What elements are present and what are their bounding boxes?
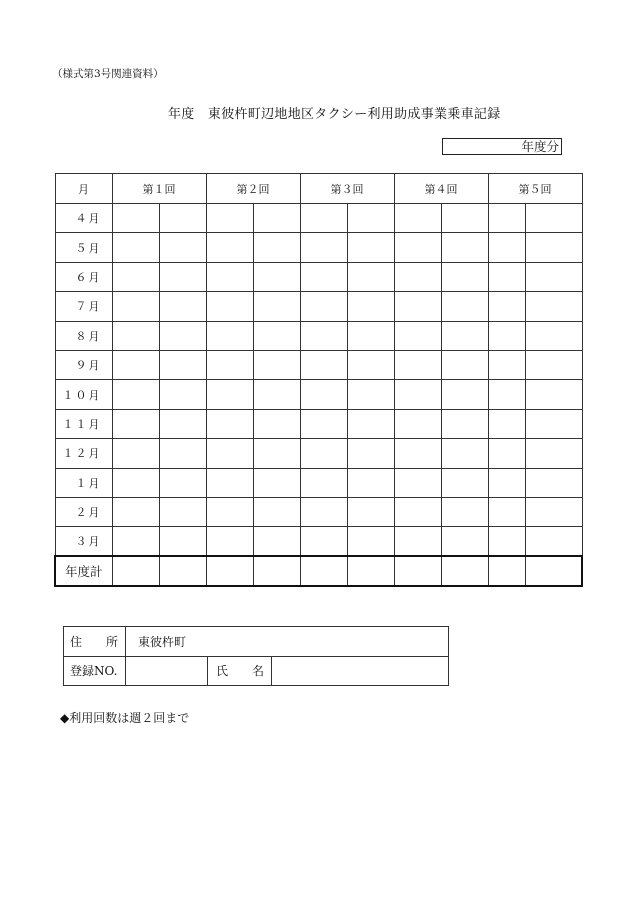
ride-entry-cell[interactable] bbox=[488, 468, 526, 497]
table-row bbox=[55, 527, 582, 556]
ride-entry-cell[interactable] bbox=[394, 262, 441, 291]
ride-entry-cell[interactable] bbox=[253, 497, 300, 526]
month-label: ５月 bbox=[55, 233, 112, 262]
table-row bbox=[55, 292, 582, 321]
ride-entry-cell[interactable] bbox=[441, 262, 488, 291]
ride-entry-cell[interactable] bbox=[441, 380, 488, 409]
ride-entry-cell[interactable] bbox=[441, 439, 488, 468]
ride-entry-cell[interactable] bbox=[394, 233, 441, 262]
ride-entry-cell[interactable] bbox=[488, 497, 526, 526]
ride-entry-cell[interactable] bbox=[112, 497, 159, 526]
ride-entry-cell[interactable] bbox=[206, 204, 253, 233]
ride-entry-cell[interactable] bbox=[526, 409, 582, 438]
ride-record-table bbox=[54, 173, 583, 587]
table-row bbox=[55, 439, 582, 468]
table-row bbox=[55, 204, 582, 233]
name-field[interactable] bbox=[272, 656, 449, 686]
total-entry-cell[interactable] bbox=[159, 556, 206, 586]
ride-entry-cell[interactable] bbox=[300, 439, 347, 468]
ride-entry-cell[interactable] bbox=[253, 233, 300, 262]
ride-entry-cell[interactable] bbox=[112, 204, 159, 233]
month-label: ８月 bbox=[55, 321, 112, 350]
ride-entry-cell[interactable] bbox=[488, 292, 526, 321]
usage-limit-note: ◆利用回数は週２回まで bbox=[60, 711, 190, 725]
ride-entry-cell[interactable] bbox=[394, 409, 441, 438]
ride-entry-cell[interactable] bbox=[441, 233, 488, 262]
ride-entry-cell[interactable] bbox=[253, 468, 300, 497]
ride-entry-cell[interactable] bbox=[441, 409, 488, 438]
round-header: 第２回 bbox=[206, 174, 300, 204]
ride-entry-cell[interactable] bbox=[206, 262, 253, 291]
registrant-info-table bbox=[63, 626, 449, 686]
annual-total-label: 年度計 bbox=[55, 556, 112, 586]
form-title: 年度 東彼杵町辺地地区タクシー利用助成事業乗車記録 bbox=[168, 107, 501, 122]
ride-entry-cell[interactable] bbox=[112, 233, 159, 262]
ride-entry-cell[interactable] bbox=[112, 409, 159, 438]
ride-table-body bbox=[55, 204, 582, 587]
ride-entry-cell[interactable] bbox=[253, 380, 300, 409]
ride-entry-cell[interactable] bbox=[347, 233, 394, 262]
ride-entry-cell[interactable] bbox=[441, 204, 488, 233]
table-row bbox=[55, 497, 582, 526]
table-row bbox=[55, 380, 582, 409]
ride-entry-cell[interactable] bbox=[347, 321, 394, 350]
ride-entry-cell[interactable] bbox=[394, 468, 441, 497]
ride-entry-cell[interactable] bbox=[394, 204, 441, 233]
ride-entry-cell[interactable] bbox=[526, 380, 582, 409]
month-label: １２月 bbox=[55, 439, 112, 468]
ride-entry-cell[interactable] bbox=[206, 497, 253, 526]
ride-entry-cell[interactable] bbox=[488, 409, 526, 438]
ride-entry-cell[interactable] bbox=[206, 527, 253, 556]
ride-entry-cell[interactable] bbox=[300, 321, 347, 350]
month-label: １１月 bbox=[55, 409, 112, 438]
ride-entry-cell[interactable] bbox=[526, 350, 582, 379]
ride-entry-cell[interactable] bbox=[300, 350, 347, 379]
ride-entry-cell[interactable] bbox=[253, 439, 300, 468]
table-row bbox=[55, 468, 582, 497]
round-header: 第５回 bbox=[488, 174, 582, 204]
ride-entry-cell[interactable] bbox=[206, 321, 253, 350]
total-entry-cell[interactable] bbox=[206, 556, 253, 586]
ride-entry-cell[interactable] bbox=[206, 468, 253, 497]
reference-note: （様式第3号関連資料） bbox=[52, 68, 164, 80]
ride-entry-cell[interactable] bbox=[441, 292, 488, 321]
ride-entry-cell[interactable] bbox=[300, 262, 347, 291]
ride-entry-cell[interactable] bbox=[159, 262, 206, 291]
ride-entry-cell[interactable] bbox=[112, 350, 159, 379]
ride-entry-cell[interactable] bbox=[300, 380, 347, 409]
ride-entry-cell[interactable] bbox=[488, 527, 526, 556]
ride-entry-cell[interactable] bbox=[112, 262, 159, 291]
ride-entry-cell[interactable] bbox=[394, 497, 441, 526]
ride-entry-cell[interactable] bbox=[159, 468, 206, 497]
ride-entry-cell[interactable] bbox=[347, 292, 394, 321]
ride-entry-cell[interactable] bbox=[526, 233, 582, 262]
ride-entry-cell[interactable] bbox=[159, 380, 206, 409]
ride-entry-cell[interactable] bbox=[112, 468, 159, 497]
ride-entry-cell[interactable] bbox=[300, 204, 347, 233]
ride-entry-cell[interactable] bbox=[394, 380, 441, 409]
ride-entry-cell[interactable] bbox=[347, 262, 394, 291]
ride-entry-cell[interactable] bbox=[159, 204, 206, 233]
registration-row bbox=[64, 656, 449, 686]
ride-entry-cell[interactable] bbox=[206, 439, 253, 468]
month-label: ４月 bbox=[55, 204, 112, 233]
ride-entry-cell[interactable] bbox=[206, 380, 253, 409]
ride-entry-cell[interactable] bbox=[488, 439, 526, 468]
ride-entry-cell[interactable] bbox=[159, 439, 206, 468]
total-entry-cell[interactable] bbox=[394, 556, 441, 586]
ride-entry-cell[interactable] bbox=[441, 497, 488, 526]
address-row bbox=[64, 627, 449, 657]
ride-entry-cell[interactable] bbox=[159, 409, 206, 438]
ride-entry-cell[interactable] bbox=[526, 262, 582, 291]
ride-entry-cell[interactable] bbox=[253, 409, 300, 438]
ride-entry-cell[interactable] bbox=[112, 292, 159, 321]
ride-entry-cell[interactable] bbox=[253, 527, 300, 556]
ride-entry-cell[interactable] bbox=[253, 350, 300, 379]
ride-entry-cell[interactable] bbox=[441, 350, 488, 379]
ride-entry-cell[interactable] bbox=[526, 321, 582, 350]
month-label: ２月 bbox=[55, 497, 112, 526]
ride-entry-cell[interactable] bbox=[159, 497, 206, 526]
ride-entry-cell[interactable] bbox=[159, 233, 206, 262]
ride-entry-cell[interactable] bbox=[112, 439, 159, 468]
ride-entry-cell[interactable] bbox=[300, 292, 347, 321]
ride-entry-cell[interactable] bbox=[526, 292, 582, 321]
total-entry-cell[interactable] bbox=[112, 556, 159, 586]
ride-entry-cell[interactable] bbox=[159, 321, 206, 350]
ride-entry-cell[interactable] bbox=[112, 321, 159, 350]
ride-entry-cell[interactable] bbox=[159, 527, 206, 556]
ride-entry-cell[interactable] bbox=[253, 321, 300, 350]
ride-entry-cell[interactable] bbox=[347, 204, 394, 233]
ride-entry-cell[interactable] bbox=[300, 233, 347, 262]
ride-entry-cell[interactable] bbox=[526, 439, 582, 468]
round-header: 第３回 bbox=[300, 174, 394, 204]
ride-entry-cell[interactable] bbox=[526, 527, 582, 556]
ride-entry-cell[interactable] bbox=[347, 439, 394, 468]
ride-entry-cell[interactable] bbox=[394, 527, 441, 556]
ride-entry-cell[interactable] bbox=[441, 321, 488, 350]
ride-entry-cell[interactable] bbox=[526, 204, 582, 233]
ride-entry-cell[interactable] bbox=[488, 204, 526, 233]
round-header: 第１回 bbox=[112, 174, 206, 204]
month-label: ６月 bbox=[55, 262, 112, 291]
ride-entry-cell[interactable] bbox=[394, 292, 441, 321]
table-row bbox=[55, 409, 582, 438]
total-entry-cell[interactable] bbox=[253, 556, 300, 586]
ride-entry-cell[interactable] bbox=[394, 439, 441, 468]
ride-entry-cell[interactable] bbox=[206, 350, 253, 379]
table-row bbox=[55, 233, 582, 262]
month-label: ７月 bbox=[55, 292, 112, 321]
address-label: 住 所 bbox=[64, 627, 126, 657]
ride-entry-cell[interactable] bbox=[206, 409, 253, 438]
ride-entry-cell[interactable] bbox=[488, 321, 526, 350]
annual-total-row bbox=[55, 556, 582, 586]
ride-entry-cell[interactable] bbox=[206, 233, 253, 262]
month-label: ３月 bbox=[55, 527, 112, 556]
ride-entry-cell[interactable] bbox=[112, 527, 159, 556]
registration-number-field[interactable] bbox=[126, 656, 208, 686]
ride-entry-cell[interactable] bbox=[347, 497, 394, 526]
ride-entry-cell[interactable] bbox=[253, 262, 300, 291]
ride-entry-cell[interactable] bbox=[253, 204, 300, 233]
total-entry-cell[interactable] bbox=[441, 556, 488, 586]
ride-entry-cell[interactable] bbox=[526, 497, 582, 526]
table-row bbox=[55, 350, 582, 379]
ride-entry-cell[interactable] bbox=[300, 497, 347, 526]
ride-entry-cell[interactable] bbox=[394, 321, 441, 350]
total-entry-cell[interactable] bbox=[347, 556, 394, 586]
ride-entry-cell[interactable] bbox=[300, 409, 347, 438]
total-entry-cell[interactable] bbox=[488, 556, 526, 586]
ride-entry-cell[interactable] bbox=[488, 233, 526, 262]
month-label: ９月 bbox=[55, 350, 112, 379]
ride-entry-cell[interactable] bbox=[300, 527, 347, 556]
ride-entry-cell[interactable] bbox=[347, 380, 394, 409]
ride-entry-cell[interactable] bbox=[441, 527, 488, 556]
name-label: 氏 名 bbox=[208, 656, 272, 686]
ride-entry-cell[interactable] bbox=[347, 468, 394, 497]
ride-entry-cell[interactable] bbox=[253, 292, 300, 321]
ride-entry-cell[interactable] bbox=[347, 350, 394, 379]
table-row bbox=[55, 262, 582, 291]
total-entry-cell[interactable] bbox=[300, 556, 347, 586]
address-field[interactable]: 東彼杵町 bbox=[126, 627, 449, 657]
ride-entry-cell[interactable] bbox=[347, 527, 394, 556]
month-label: １０月 bbox=[55, 380, 112, 409]
registration-number-label: 登録NO. bbox=[64, 656, 126, 686]
ride-entry-cell[interactable] bbox=[159, 350, 206, 379]
month-label: １月 bbox=[55, 468, 112, 497]
ride-entry-cell[interactable] bbox=[526, 468, 582, 497]
total-entry-cell[interactable] bbox=[526, 556, 582, 586]
table-row bbox=[55, 321, 582, 350]
fiscal-year-field[interactable]: 年度分 bbox=[442, 138, 562, 155]
month-column-header: 月 bbox=[55, 174, 112, 204]
table-header-row bbox=[55, 174, 582, 204]
ride-entry-cell[interactable] bbox=[347, 409, 394, 438]
ride-entry-cell[interactable] bbox=[441, 468, 488, 497]
ride-entry-cell[interactable] bbox=[488, 350, 526, 379]
ride-entry-cell[interactable] bbox=[300, 468, 347, 497]
ride-entry-cell[interactable] bbox=[394, 350, 441, 379]
ride-entry-cell[interactable] bbox=[206, 292, 253, 321]
ride-entry-cell[interactable] bbox=[112, 380, 159, 409]
round-header: 第４回 bbox=[394, 174, 488, 204]
ride-entry-cell[interactable] bbox=[488, 380, 526, 409]
ride-entry-cell[interactable] bbox=[488, 262, 526, 291]
ride-entry-cell[interactable] bbox=[159, 292, 206, 321]
